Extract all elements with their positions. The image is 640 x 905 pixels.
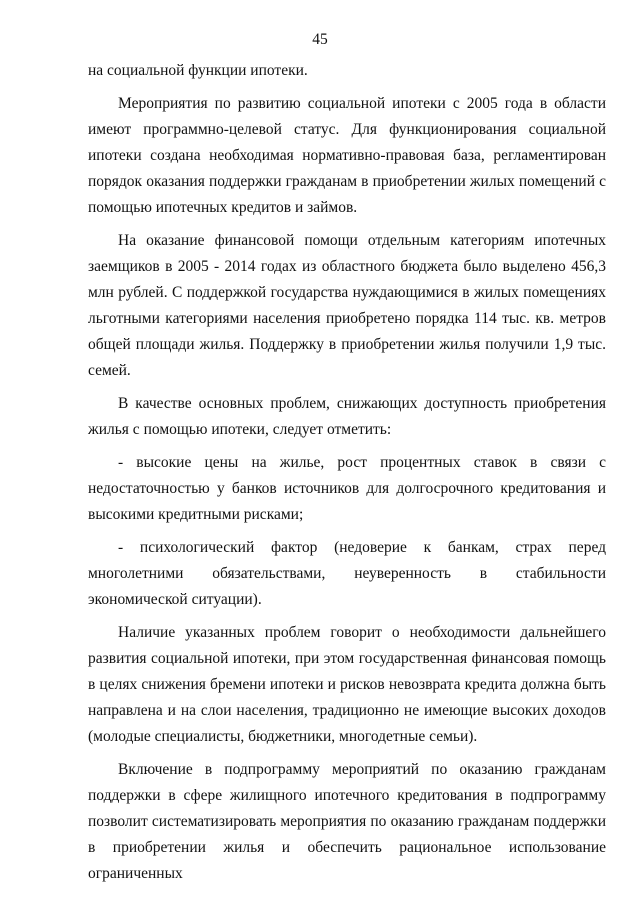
paragraph-program-status: Мероприятия по развитию социальной ипотеки с 2005 года в области имеют программно-целевой статус. Для функционирования социальной ипотеки создана необходимая нормативно-правовая база, регламентирован порядок оказания поддержки гражданам в приобретении жилых помещений с помощью ипотечных кредитов и займов. (88, 95, 606, 216)
document-body (88, 58, 606, 894)
list-item-psychological-factor: - психологический фактор (недоверие к банкам, страх перед многолетними обязательствами, неуверенность в стабильности экономической ситуации). (88, 539, 606, 608)
list-item-high-prices: - высокие цены на жилье, рост процентных ставок в связи с недостаточностью у банков источников для долгосрочного кредитования и высокими кредитными рисками; (88, 454, 606, 523)
paragraph-financial-aid: На оказание финансовой помощи отдельным категориям ипотечных заемщиков в 2005 - 2014 годах из областного бюджета было выделено 456,3 млн рублей. С поддержкой государства нуждающимися в жилых помещениях льготными категориями населения приобретено порядка 114 тыс. кв. метров общей площади жилья. Поддержку в приобретении жилья получили 1,9 тыс. семей. (88, 232, 606, 379)
paragraph-subprogram-inclusion: Включение в подпрограмму мероприятий по оказанию гражданам поддержки в сфере жилищного ипотечного кредитования в подпрограмму позволит систематизировать мероприятия по оказанию гражданам поддержки в приобретении жилья и обеспечить рациональное использование ограниченных (88, 761, 606, 882)
paragraph-main-problems: В качестве основных проблем, снижающих доступность приобретения жилья с помощью ипотеки, следует отметить: (88, 395, 606, 438)
page-number: 45 (312, 31, 328, 48)
paragraph-continuation: на социальной функции ипотеки. (88, 62, 308, 79)
paragraph-further-development: Наличие указанных проблем говорит о необходимости дальнейшего развития социальной ипотеки, при этом государственная финансовая помощь в целях снижения бремени ипотеки и рисков невозврата кредита должна быть направлена и на слои населения, традиционно не имеющие высоких доходов (молодые специалисты, бюджетники, многодетные семьи). (88, 624, 606, 745)
